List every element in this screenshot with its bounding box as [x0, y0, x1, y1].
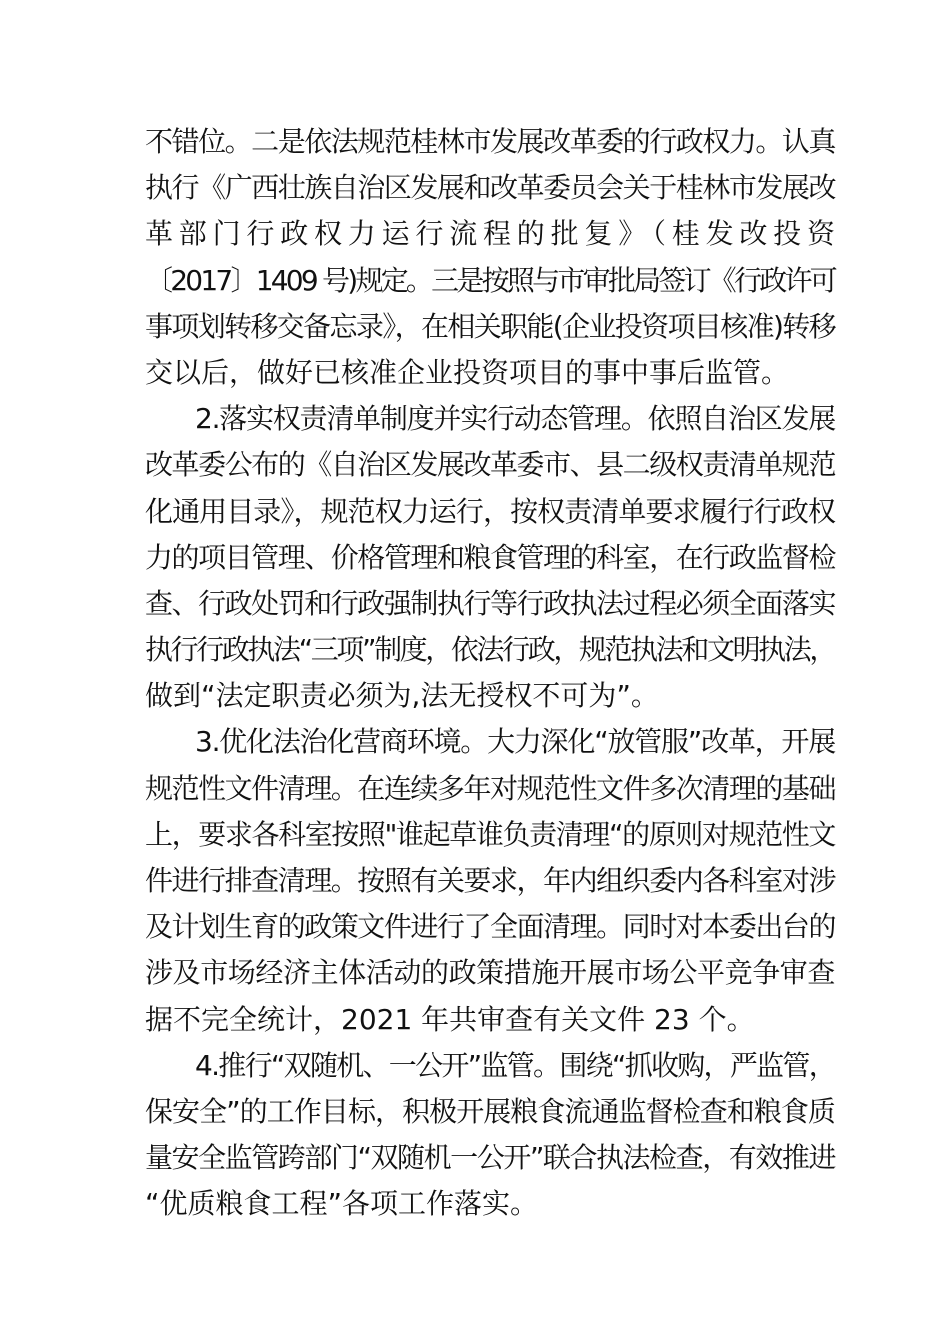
text-line: 件进行排查清理。按照有关要求，年内组织委内各科室对涉 — [145, 864, 835, 897]
text-line: 涉及市场经济主体活动的政策措施开展市场公平竞争审查 — [145, 956, 835, 990]
text-line: 改革委公布的《自治区发展改革委市、县二级权责清单规范 — [145, 448, 835, 482]
text-line: “优质粮食工程”各项工作落实。 — [145, 1187, 539, 1221]
paragraph-start-line: 4.推行“双随机、一公开”监管。围绕“抓收购，严监管， — [195, 1048, 835, 1082]
text-line: 力的项目管理、价格管理和粮食管理的科室，在行政监督检 — [145, 540, 835, 574]
text-line: 事项划转移交备忘录》，在相关职能(企业投资项目核准)转移 — [145, 309, 835, 343]
text-line: 革部门行政权力运行流程的批复》（桂发改投资 — [145, 217, 835, 251]
text-line: 不错位。二是依法规范桂林市发展改革委的行政权力。认真 — [145, 125, 835, 158]
text-line: 及计划生育的政策文件进行了全面清理。同时对本委出台的 — [145, 910, 835, 944]
paragraph-start-line: 3.优化法治化营商环境。大力深化“放管服”改革，开展 — [195, 725, 835, 759]
text-line: 交以后，做好已核准企业投资项目的事中事后监管。 — [145, 355, 790, 389]
text-line: 量安全监管跨部门“双随机一公开”联合执法检查，有效推进 — [145, 1141, 835, 1175]
text-line: 规范性文件清理。在连续多年对规范性文件多次清理的基础 — [145, 771, 835, 805]
text-line: 查、行政处罚和行政强制执行等行政执法过程必须全面落实 — [145, 586, 835, 620]
text-line: 保安全”的工作目标，积极开展粮食流通监督检查和粮食质 — [145, 1094, 835, 1128]
text-line: 执行行政执法“三项”制度，依法行政，规范执法和文明执法， — [145, 633, 835, 667]
text-line: 执行《广西壮族自治区发展和改革委员会关于桂林市发展改 — [145, 171, 835, 205]
text-line: 化通用目录》，规范权力运行，按权责清单要求履行行政权 — [145, 494, 835, 528]
body-text — [145, 119, 835, 1228]
paragraph-start-line: 2.落实权责清单制度并实行动态管理。依照自治区发展 — [195, 402, 835, 436]
text-line: 上，要求各科室按照"谁起草谁负责清理“的原则对规范性文 — [145, 817, 835, 851]
text-line: 做到“法定职责必须为,法无授权不可为”。 — [145, 679, 659, 713]
text-line: 〔2017〕1409 号)规定。三是按照与市审批局签订《行政许可 — [145, 263, 835, 297]
text-line: 据不完全统计，2021 年共审查有关文件 23 个。 — [145, 1002, 755, 1036]
